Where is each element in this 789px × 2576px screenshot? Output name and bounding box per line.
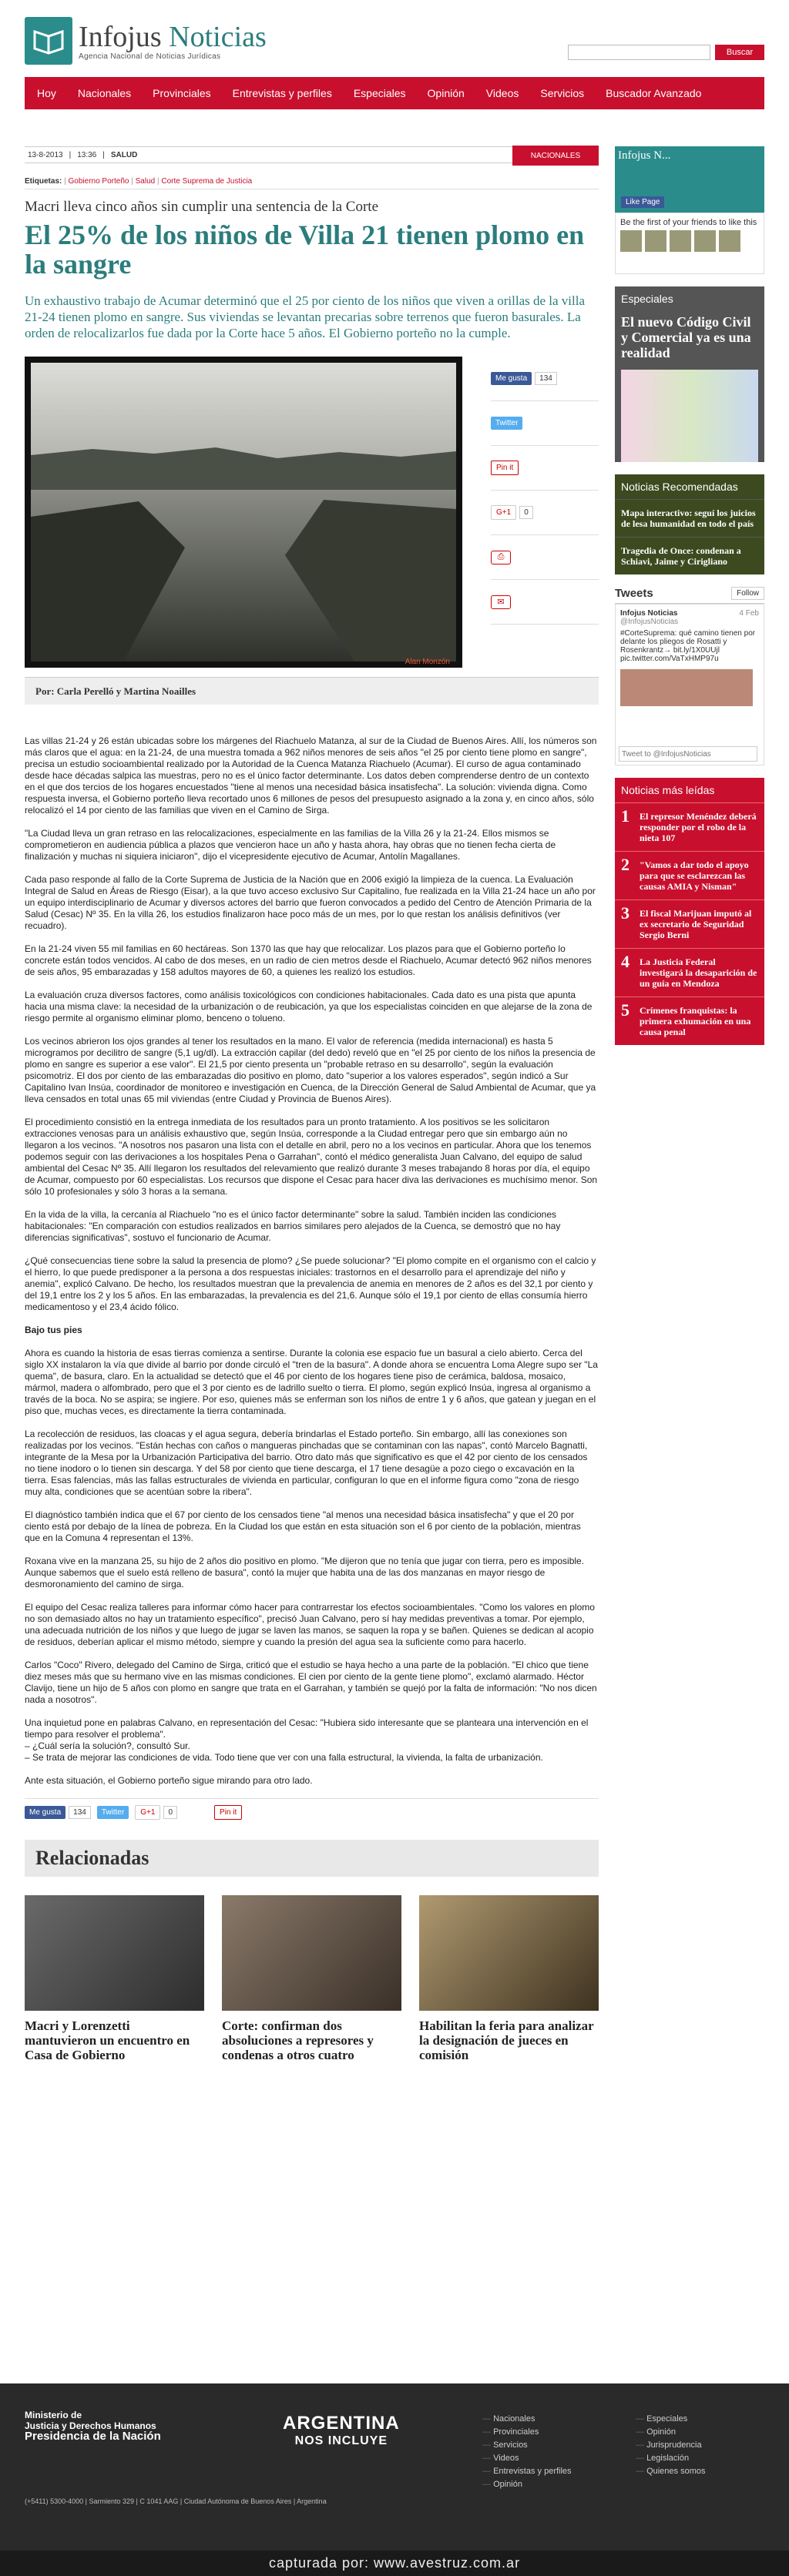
section-badge[interactable]: NACIONALES — [512, 146, 599, 166]
footer-link[interactable]: — Entrevistas y perfiles — [482, 2465, 572, 2478]
tweets-title: Tweets — [615, 587, 653, 600]
media-row — [25, 357, 599, 672]
related-title[interactable]: Habilitan la feria para analizar la designación de jueces en comisión — [419, 2018, 594, 2062]
footer-link[interactable]: — Quienes somos — [636, 2465, 706, 2478]
tag-link[interactable]: Corte Suprema de Justicia — [161, 177, 253, 186]
related-item[interactable] — [419, 1895, 599, 2062]
paragraph: Las villas 21-24 y 26 están ubicadas sobre los márgenes del Riachuelo Matanza, al sur de la Ciudad de Buenos Aires. Allí, los números son más claros que el agua: en la 21-24, de una muestra tomada a 962 niños menores de seis años "el 25 por ciento tiene plomo en sangre", precisa un estudio socioambiental realizado por la Autoridad de la Cuenca Matanza Riachuelo (Acumar). El curso de agua contaminado desde hace décadas salpica las muestras, pero no es el único factor determinante. Los datos deben comprenderse dentro de un contexto en el que dos tercios de los hogares encuestados "tiene al menos una necesidad básica insatisfecha". La solución: vivienda digna. Como respuesta inversa, el Gobierno porteño lleva recortado unos 6 millones de pesos del presupuesto asignado a la zona y, en cinco años, sólo relocalizó el 14 por ciento de las familias que viven en el Camino de Sirga. — [25, 735, 597, 816]
nav-item[interactable]: Hoy — [37, 87, 56, 99]
page — [25, 0, 764, 2062]
footer-link[interactable]: — Servicios — [482, 2439, 572, 2452]
footer-link[interactable]: — Videos — [482, 2452, 572, 2465]
most-read-title: Noticias más leídas — [621, 784, 715, 796]
footer-link[interactable]: — Opinión — [636, 2426, 706, 2439]
nav-item[interactable]: Opinión — [427, 87, 465, 99]
article-lead: Un exhaustivo trabajo de Acumar determinó que el 25 por ciento de los niños que viven a orillas de la villa 21-24 tienen plomo en sangre. Sus viviendas se levantan precarias sobre terrenos que fueron basurales. La orden de relocalizarlos fue dada por la Corte hace 5 años. El Gobierno porteño no la cumple. — [25, 293, 586, 340]
most-read-item[interactable]: 1 El represor Menéndez deberá responder por el robo de la nieta 107 — [615, 802, 764, 851]
related-title[interactable]: Corte: confirman dos absoluciones a represores y condenas a otros cuatro — [222, 2018, 374, 2062]
main-nav — [25, 77, 764, 109]
search-input[interactable] — [568, 45, 710, 60]
article-date: 13-8-2013 — [28, 150, 63, 159]
most-read-item[interactable]: 2 "Vamos a dar todo el apoyo para que se esclarezcan las causas AMIA y Nisman" — [615, 851, 764, 899]
related-item[interactable] — [222, 1895, 401, 2062]
paragraph: La recolección de residuos, las cloacas y el agua segura, debería brindarlas el Estado porteño. Sin embargo, allí las conexiones son realizadas por los vecinos. "Están hechas con caños o mangueras pinchadas que se contaminan con las napas", contó Marcelo Bagnatti, integrante de la Mesa por la Urbanización Participativa del barrio. Otro dato más que significativo es que el 42 por ciento de los censados no tiene inodoro o lo tienen sin descarga. Y del 58 por ciento que tiene descarga, el 17 tiene desagüe a pozo ciego o excavación en la tierra. Esas falencias, más las fallas estructurales de vivienda en particular, configuran lo que en el informe figura como "zona de riesgo muy alta, condiciones que se acentúan sobre la ribera". — [25, 1429, 588, 1497]
related-title[interactable]: Macri y Lorenzetti mantuvieron un encuentro en Casa de Gobierno — [25, 2018, 190, 2062]
print-icon[interactable]: ⎙ — [491, 551, 511, 564]
most-read-box — [615, 778, 764, 1045]
footer-links — [482, 2413, 572, 2491]
tweet-input[interactable] — [619, 746, 757, 762]
nav-item[interactable]: Entrevistas y perfiles — [232, 87, 332, 99]
paragraph: El equipo del Cesac realiza talleres para informar cómo hacer para contrarrestar los efectos socioambientales. "Como los valores en plomo no son demasiado altos no hay un tratamiento específico", precisó Juan Calvano, pero sí hay medidas preventivas a tomar. Por ejemplo, una adecuada nutrición de los niños y que luego de jugar se laven las manos, se saquen la ropa y se bañen. Quienes se dedican al acopio de residuos, deberían aplicar el mismo método, siempre y cuando la presión del agua sea la suficiente como para hacerlo. — [25, 1602, 595, 1647]
paragraph: – Se trata de mejorar las condiciones de vida. Todo tiene que ver con una falla estructural, la vivienda, la falta de urbanización. — [25, 1752, 543, 1763]
mail-icon[interactable]: ✉ — [491, 595, 511, 609]
footer-link[interactable]: — Especiales — [636, 2413, 706, 2426]
brand-name: Infojus Noticias — [79, 20, 267, 53]
like-page-button[interactable]: Like Page — [621, 196, 664, 208]
paragraph: Carlos "Coco" Rivero, delegado del Camino de Sirga, criticó que el estudio se haya hecho a una parte de la población. "El chico que tiene diez meses más que su hermano vive en las mismas condiciones. El cien por ciento de la gente tiene plomo", exclamó alarmado. Héctor Clavijo, tiene un hijo de 5 años con plomo en sangre que trata en el Garrahan, y también se quejó por la falta de información: "No nos dicen nada a nosotros". — [25, 1660, 597, 1705]
article-photo[interactable] — [25, 357, 462, 668]
twitter-button[interactable]: Twitter — [491, 417, 522, 430]
facebook-like-button[interactable]: Me gusta — [25, 1806, 65, 1819]
twitter-button[interactable]: Twitter — [97, 1806, 129, 1819]
pinterest-button[interactable]: Pin it — [214, 1805, 242, 1820]
footer-links — [636, 2413, 706, 2478]
book-icon — [25, 17, 72, 65]
paragraph: Cada paso responde al fallo de la Corte Suprema de Justicia de la Nación que en 2006 exigió la limpieza de la cuenca. La Evaluación Integral de Salud en Áreas de Riesgo (Eisar), a la que tuvo acceso exclusivo Sur Capitalino, fue realizada en la Villa 21-24 hace un año por un equipo interdisciplinario de Acumar y diversos actores del barrio que fueron convocados a pedido del Centro de Atención Primaria de la Salud (Cesac) Nº 35. En la villa 26, los estudios finalizaron hace poco más de un mes, por lo que restan los análisis definitivos (ver recuadro). — [25, 874, 596, 931]
footer — [0, 2383, 789, 2576]
especiales-title: Especiales — [621, 293, 673, 305]
facebook-page-name[interactable]: Infojus N... — [618, 149, 671, 162]
share-column — [491, 357, 599, 625]
follow-button[interactable]: Follow — [731, 587, 764, 600]
facebook-like-button[interactable]: Me gusta — [491, 372, 532, 385]
search-form — [568, 45, 764, 60]
sidebar — [615, 146, 764, 1045]
paragraph: Ante esta situación, el Gobierno porteño sigue mirando para otro lado. — [25, 1775, 313, 1786]
related-image[interactable] — [25, 1895, 204, 2011]
tweets-box — [615, 587, 764, 765]
tweet-image[interactable] — [620, 669, 753, 706]
recommended-box — [615, 474, 764, 574]
article-section: SALUD — [110, 150, 138, 159]
article-kicker: Macri lleva cinco años sin cumplir una sentencia de la Corte — [25, 199, 379, 215]
related-item[interactable] — [25, 1895, 204, 2062]
facebook-count: 134 — [69, 1806, 91, 1819]
nav-item[interactable]: Nacionales — [77, 87, 132, 99]
tweet-handle: @InfojusNoticias — [620, 618, 679, 626]
nav-item[interactable]: Especiales — [353, 87, 406, 99]
nav-item[interactable]: Buscador Avanzado — [606, 87, 702, 99]
search-button[interactable]: Buscar — [715, 45, 764, 60]
especiales-headline[interactable]: El nuevo Código Civil y Comercial ya es una realidad — [621, 314, 751, 360]
paragraph: ¿Qué consecuencias tiene sobre la salud la presencia de plomo? ¿Se puede solucionar? "El plomo compite en el organismo con el calcio y el hierro, lo que puede predisponer a la persona a dos respuestas iniciales: trastornos en el desarrollo para el aprendizaje del niño y anemia", explicó Calvano. De hecho, los resultados muestran que la prevalencia de anemia en menores de 2 años es del 32,1 por ciento y del 19,1 entre los 2 y los 5 años. En las embarazadas, la prevalencia es del 21,6. Aunque sólo el 19,1 por ciento de ellas consumía hierro medicamentoso y el 23,4 ácido fólico. — [25, 1255, 596, 1312]
footer-link[interactable]: — Opinión — [482, 2478, 572, 2491]
related-image[interactable] — [222, 1895, 401, 2011]
paragraph: La evaluación cruza diversos factores, como análisis toxicológicos con condiciones habitacionales. Cada dato es una pista que apunta hacia una misma clave: la necesidad de la urbanización o de reubicación, ya que los especialistas coinciden en que alejarse de la zona de riesgo permite al organismo eliminar plomo, benceno o tolueno. — [25, 990, 593, 1023]
footer-link[interactable]: — Jurisprudencia — [636, 2439, 706, 2452]
tags: Etiquetas: | Gobierno Porteño | Salud | Corte Suprema de Justicia — [25, 177, 599, 189]
related-image[interactable] — [419, 1895, 599, 2011]
capture-caption: capturada por: www.avestruz.com.ar — [0, 2551, 789, 2576]
pinterest-button[interactable]: Pin it — [491, 461, 519, 475]
tag-link[interactable]: Gobierno Porteño — [68, 177, 129, 186]
especiales-image[interactable] — [621, 370, 758, 462]
paragraph: Ahora es cuando la historia de esas tierras comienza a sentirse. Durante la colonia ese espacio fue un basural a cielo abierto. Cerca del siglo XX instalaron la vía que divide al barrio por donde circuló el "tren de la basura". A donde ahora se encuentra Loma Alegre supo ser "La quema", de basura, claro. En la actualidad se detectó que el 46 por ciento de los hogares tiene piso de cerámica, baldosa, mosaico, mármol, madera o alfombrado, pero que el 3 por ciento es de ladrillo suelto o tierra. El plomo, según explicó Insúa, ingresa al organismo a través de la boca. No se aspira; se ingiere. Por eso, quienes más se enferman son los niños de entre 1 y 6 años, que gatean y juegan en el piso que, muchas veces, es directamente la tierra contaminada. — [25, 1348, 598, 1416]
brand-subtitle: Agencia Nacional de Noticias Jurídicas — [79, 52, 221, 61]
paragraph: Una inquietud pone en palabras Calvano, en representación del Cesac: "Hubiera sido interesante que se planteara una intervención en el tiempo para resolver el problema". — [25, 1717, 589, 1740]
ministry-logo[interactable]: Ministerio de Justicia y Derechos Humanos Presidencia de la Nación — [25, 2410, 161, 2443]
article-byline: Por: Carla Perelló y Martina Noailles — [25, 677, 599, 705]
argentina-logo: ARGENTINA NOS INCLUYE — [283, 2413, 400, 2447]
google-plus-count: 0 — [163, 1806, 177, 1819]
most-read-item[interactable]: 3 El fiscal Marijuan imputó al ex secretario de Seguridad Sergio Berni — [615, 899, 764, 948]
article-title: El 25% de los niños de Villa 21 tienen plomo en la sangre — [25, 219, 585, 280]
recommended-title: Noticias Recomendadas — [621, 481, 738, 493]
tag-link[interactable]: Salud — [135, 177, 156, 186]
tweet-text: #CorteSuprema: qué camino tienen por delante los pliegos de Rosatti y Rosenkrantz→ bit.ly/1X0UUjl pic.twitter.com/VaTxHMP97u — [620, 629, 756, 663]
paragraph: El diagnóstico también indica que el 67 por ciento de los censados tiene "al menos una necesidad básica insatisfecha" y que el 20 por ciento está por debajo de la línea de pobreza. En la Ciudad los que están en esta situación son el 6 por ciento de la población, mientras que en la Comuna 4 representan el 13%. — [25, 1509, 581, 1543]
facebook-widget-body — [615, 213, 764, 274]
footer-address: (+5411) 5300-4000 | Sarmiento 329 | C 1041 AAG | Ciudad Autónoma de Buenos Aires | Argentina — [25, 2497, 327, 2505]
nav-item[interactable]: Provinciales — [153, 87, 211, 99]
tweet-date: 4 Feb — [739, 609, 759, 618]
subheading: Bajo tus pies — [25, 1325, 82, 1335]
facebook-widget — [615, 146, 764, 213]
paragraph: En la 21-24 viven 55 mil familias en 60 hectáreas. Son 1370 las que hay que relocalizar. Los plazos para que el Gobierno porteño lo concrete están todos vencidos. Al cabo de dos meses, en un radio de cien metros desde el Riachuelo, Acumar detectó 962 niños menores de seis años, 95 embarazadas y 158 adultos mayores de 60, a quienes les realizó los estudios. — [25, 943, 592, 977]
friend-thumbs — [620, 230, 759, 252]
footer-link[interactable]: — Legislación — [636, 2452, 706, 2465]
google-plus-count: 0 — [519, 506, 533, 519]
paragraph: Los vecinos abrieron los ojos grandes al tener los resultados en la mano. El valor de referencia (medida internacional) es hasta 5 microgramos por decilitro de sangre (5,1 ug/dl). La extracción capilar (del dedo) reveló que en "el 25 por ciento de los niños la presencia de plomo en sangre es superior a ese valor". El 21,5 por ciento presenta un "probable retraso en su desarrollo", según la evaluación psicomotriz. El dos por ciento de las embarazadas dio positivo en plomo, dato "superior a los valores esperados", según indicó a Sur Capitalino Ivan Insúa, coordinador de monitoreo e investigación en Cuenca, de la Dirección General de Salud Ambiental de Acumar, que ya lleva censados en total unas 65 mil viviendas (entre Ciudad y Provincia de Buenos Aires). — [25, 1036, 596, 1104]
facebook-text: Be the first of your friends to like this — [620, 218, 757, 227]
tweet — [615, 604, 764, 765]
footer-link[interactable]: — Provinciales — [482, 2426, 572, 2439]
footer-link[interactable]: — Nacionales — [482, 2413, 572, 2426]
paragraph: En la vida de la villa, la cercanía al Riachuelo "no es el único factor determinante" sobre la salud. También inciden las condiciones habitacionales: "En comparación con estudios realizados en barrios similares pero alejados de la Cuenca, se demostró que no hay diferencias significativas", sostuvo el funcionario de Acumar. — [25, 1209, 561, 1243]
article-time: 13:36 — [77, 150, 97, 159]
photo-credit: Alan Monzón — [405, 658, 450, 666]
google-plus-button[interactable]: G+1 — [135, 1805, 160, 1820]
share-bar — [25, 1798, 599, 1820]
paragraph: Roxana vive en la manzana 25, su hijo de 2 años dio positivo en plomo. "Me dijeron que no tenía que jugar con tierra, pero es imposible. Aunque sabemos que el suelo está relleno de basura", contó la mujer que habita una de las dos manzanas en mayor riesgo de desmoronamiento del camino de sirga. — [25, 1556, 585, 1589]
site-logo[interactable] — [25, 17, 267, 65]
recommended-item[interactable]: Mapa interactivo: seguí los juicios de lesa humanidad en todo el país — [615, 499, 764, 537]
nav-item[interactable]: Servicios — [540, 87, 585, 99]
nav-item[interactable]: Videos — [485, 87, 519, 99]
paragraph: – ¿Cuál sería la solución?, consultó Sur. — [25, 1740, 190, 1751]
related-heading: Relacionadas — [25, 1840, 599, 1877]
paragraph: "La Ciudad lleva un gran retraso en las relocalizaciones, especialmente en las familias de la Villa 26 y la 21-24. Ellos mismos se comprometieron en audiencia pública a plazos que vencieron hace un año y hasta ahora, hay obras que no tienen fecha cierta de finalización y muchas ni siquiera iniciaron", dijo el vicepresidente ejecutivo de Acumar, Antolín Magallanes. — [25, 828, 556, 862]
article-column — [25, 146, 599, 2062]
header — [25, 0, 764, 77]
article-body — [25, 735, 599, 1787]
google-plus-button[interactable]: G+1 — [491, 505, 516, 520]
tweet-user[interactable]: Infojus Noticias — [620, 609, 678, 618]
especiales-box — [615, 286, 764, 462]
facebook-count: 134 — [535, 372, 557, 385]
article-meta: 13-8-2013 | 13:36 | SALUD NACIONALES — [25, 146, 599, 163]
most-read-item[interactable]: 5 Crímenes franquistas: la primera exhumación en una causa penal — [615, 997, 764, 1045]
most-read-item[interactable]: 4 La Justicia Federal investigará la desaparición de un guía en Mendoza — [615, 948, 764, 997]
related-grid — [25, 1895, 599, 2062]
recommended-item[interactable]: Tragedia de Once: condenan a Schiavi, Jaime y Cirigliano — [615, 537, 764, 574]
paragraph: El procedimiento consistió en la entrega inmediata de los resultados para un pronto tratamiento. A los positivos se les solicitaron extracciones venosas para un análisis exhaustivo que, según Insúa, corresponde a la Ciudad entregar pero que sin embargo aún no llegaron a los vecinos. "A nosotros nos pasaron una lista con el detalle en abril, pero no a los vecinos en particular. Ahora que los tenemos podemos seguir con las derivaciones a los hospitales Pena o Garrahan", contó el médico generalista Juan Calvano, del equipo de salud ambiental del Cesac Nº 35. Allí llegaron los resultados del relevamiento que realizó durante 3 meses trabajando 8 horas por día, el equipo de Acumar, compuesto por 60 especialistas. Los recursos que dispone el Cesac para hacer diva las derivaciones es muchísimo menor. Son sólo 10 profesionales y sólo 3 horas a la semana. — [25, 1117, 598, 1197]
